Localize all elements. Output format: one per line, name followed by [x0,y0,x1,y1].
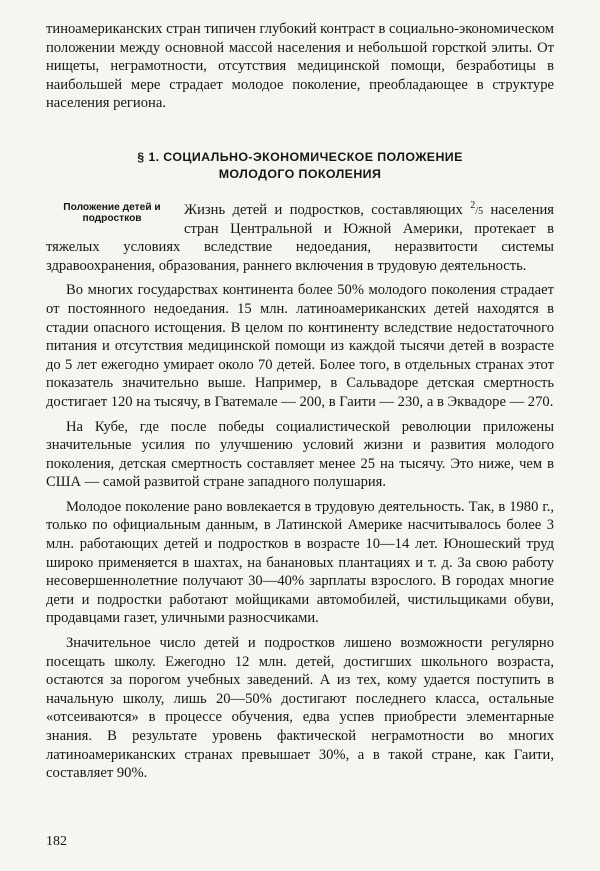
paragraph-3: На Кубе, где после победы социалистической революции приложены значительные усилия по улучшению условий жизни и развития молодого поколения, детская смертность составляет менее 25 на тысячу. Это ниже, чем в США — самой развитой стране западного полушария. [46,418,554,491]
section-heading [46,149,554,183]
paragraph-2: Во многих государствах континента более 50% молодого поколения страдает от постоянного недоедания. 15 млн. латиноамериканских детей находятся в стадии опасного истощения. В целом по континенту вследствие недостаточного питания и отсутствия медицинской помощи из каждой тысячи детей в возрасте до 5 лет ежегодно умирает около 70 детей. Более того, в отдельных странах этот показатель значительно выше. Например, в Сальвадоре детская смертность достигает 120 на тысячу, в Гватемале — 200, в Гаити — 230, а в Эквадоре — 270. [46,282,554,410]
section-body [46,201,554,783]
section-heading-line2: МОЛОДОГО ПОКОЛЕНИЯ [218,166,382,181]
intro-paragraph: тиноамериканских стран типичен глубокий контраст в социально-экономическом положении между основной массой населения и небольшой горсткой элиты. От нищеты, неграмотности, отсутствия медицинской помощи, безработицы в наибольшей мере страдает молодое поколение, преобладающее в структуре населения региона. [46,21,554,112]
section-heading-line1: § 1. СОЦИАЛЬНО-ЭКОНОМИЧЕСКОЕ ПОЛОЖЕНИЕ [137,149,463,164]
fraction-numerator: 2 [470,200,476,212]
paragraph-1: Жизнь детей и подростков, составляющих $^2$/5 населения стран Центральной и Южной Америки, протекает в тяжелых условиях вследствие недоедания, неразвитости системы здравоохранения, образования, раннего включения в трудовую деятельность. [46,200,554,274]
paragraph-5: Значительное число детей и подростков лишено возможности регулярно посещать школу. Ежегодно 12 млн. детей, достигших школьного возраста, остаются за порогом учебных заведений. А из тех, кому удается поступить в начальную школу, лишь 20—50% достигают последнего класса, остальные «отсеиваются» в процессе обучения, едва успев приобрести элементарные знания. В результате уровень фактической неграмотности во многих латиноамериканских странах превышает 30%, а в такой стране, как Гаити, составляет 90%. [46,635,554,782]
page-content [46,20,554,783]
paragraph-1-end: населения стран Центральной и Южной Америки, протекает в тяжелых условиях вследствие недоедания, неразвитости системы здравоохранения, образования, раннего включения в трудовую деятельность. [46,201,554,274]
page-number: 182 [46,834,67,849]
margin-note-line2: подростков [82,213,142,225]
paragraph-1-start: Жизнь детей и подростков, составляющих [184,201,471,218]
margin-note-line1: Положение детей и [63,201,161,213]
fraction-denominator: 5 [478,205,484,217]
margin-note [46,202,178,225]
paragraph-4: Молодое поколение рано вовлекается в трудовую деятельность. Так, в 1980 г., только по официальным данным, в Латинской Америке насчитывалось более 3 млн. работающих детей и подростков в возрасте 10—14 лет. Юношеский труд широко применяется в шахтах, на банановых плантациях и т. д. За свою работу несовершеннолетние получают 30—40% зарплаты взрослого. В городах многие дети и подростки работают мойщиками автомобилей, чистильщиками обуви, продавцами газет, уличными разносчиками. [46,498,554,627]
